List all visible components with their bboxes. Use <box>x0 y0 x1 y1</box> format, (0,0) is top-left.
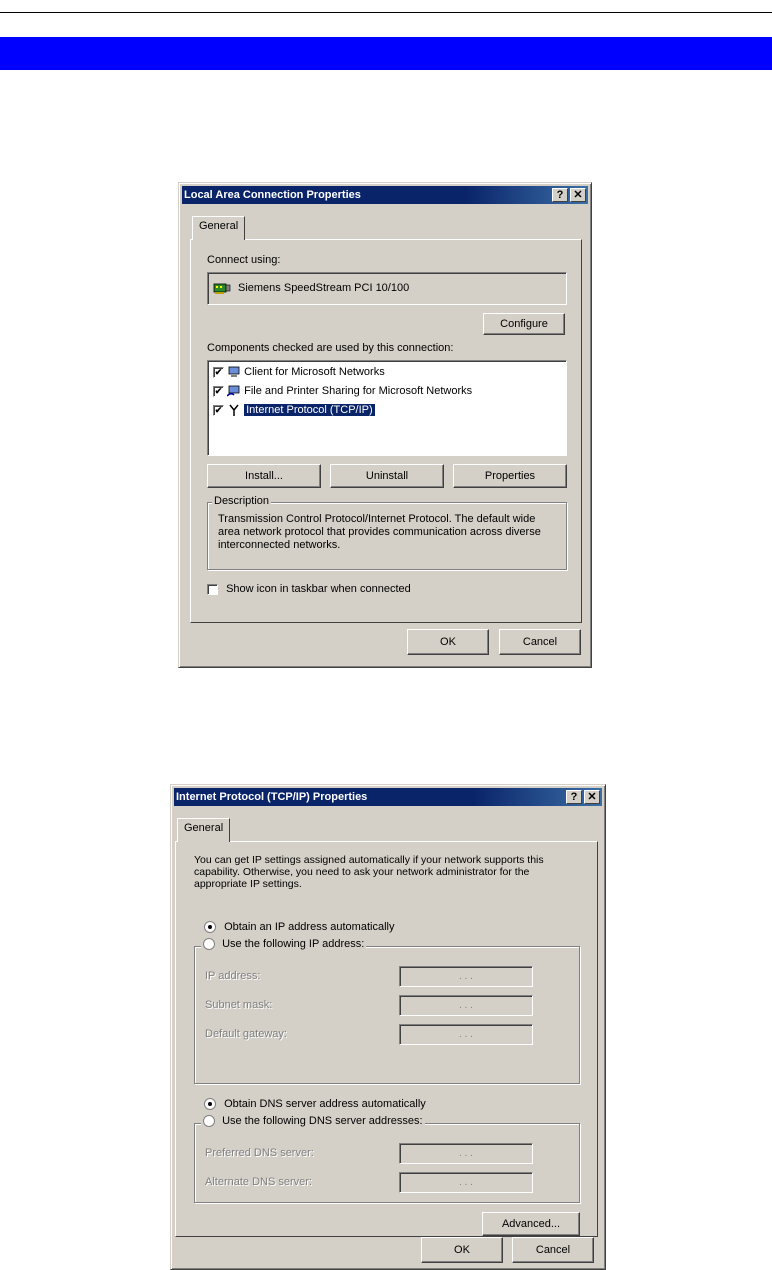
use-following-ip-radio[interactable] <box>203 938 215 950</box>
tcpip-properties-dialog <box>170 784 606 1270</box>
connect-using-label: Connect using: <box>207 254 281 266</box>
adapter-field <box>207 272 567 305</box>
static-ip-group <box>194 938 580 1084</box>
subnet-mask-field[interactable]: . . . <box>399 995 533 1016</box>
lan-dialog-titlebar <box>182 186 588 204</box>
show-icon-option[interactable] <box>207 583 411 595</box>
file-sharing-checkbox[interactable]: ✔ <box>214 385 223 396</box>
tcpip-general-panel <box>175 841 598 1237</box>
help-button[interactable]: ? <box>566 790 582 804</box>
file-printer-sharing-icon <box>227 385 241 397</box>
ip-address-field[interactable]: . . . <box>399 966 533 987</box>
uninstall-button[interactable]: Uninstall <box>330 464 444 488</box>
cancel-button[interactable]: Cancel <box>499 629 581 655</box>
tcpip-checkbox[interactable]: ✔ <box>214 404 223 415</box>
lan-general-panel <box>190 239 582 623</box>
page-top-rule <box>0 12 772 13</box>
obtain-ip-auto-radio[interactable] <box>204 921 216 933</box>
list-item[interactable] <box>213 385 472 399</box>
obtain-dns-auto-radio[interactable] <box>204 1098 216 1110</box>
alternate-dns-field[interactable]: . . . <box>399 1172 533 1193</box>
tab-general-label: General <box>199 220 239 232</box>
obtain-dns-auto-label: Obtain DNS server address automatically <box>224 1098 426 1110</box>
tab-general[interactable] <box>177 818 230 842</box>
obtain-ip-auto-option[interactable] <box>204 921 394 933</box>
configure-button[interactable]: Configure <box>483 313 565 335</box>
obtain-dns-auto-option[interactable] <box>204 1098 426 1110</box>
component-label: File and Printer Sharing for Microsoft Networks <box>244 385 473 397</box>
default-gateway-field[interactable]: . . . <box>399 1024 533 1045</box>
advanced-button[interactable]: Advanced... <box>482 1212 580 1236</box>
tcpip-dialog-title: Internet Protocol (TCP/IP) Properties <box>176 791 368 803</box>
show-icon-checkbox[interactable] <box>207 584 218 595</box>
network-adapter-icon <box>213 282 231 298</box>
tab-general[interactable] <box>192 216 245 240</box>
network-client-icon <box>227 366 241 378</box>
use-following-dns-option[interactable] <box>201 1115 425 1127</box>
ok-button[interactable]: OK <box>407 629 489 655</box>
intro-text: You can get IP settings assigned automatically if your network supports this capability. Otherwise, you need to ask your network administrator for the appropriate IP settings. <box>194 854 544 890</box>
static-dns-group <box>194 1115 580 1203</box>
list-item[interactable] <box>213 404 375 418</box>
component-label: Client for Microsoft Networks <box>244 366 385 378</box>
close-button[interactable]: ✕ <box>570 188 586 202</box>
description-legend: Description <box>214 495 270 507</box>
use-following-ip-option[interactable] <box>201 938 366 950</box>
help-button[interactable]: ? <box>552 188 568 202</box>
subnet-mask-label: Subnet mask: <box>205 999 273 1011</box>
adapter-name: Siemens SpeedStream PCI 10/100 <box>238 282 410 294</box>
section-header-bar <box>0 37 772 70</box>
list-item[interactable] <box>213 366 385 380</box>
lan-dialog-title: Local Area Connection Properties <box>184 189 361 201</box>
alternate-dns-label: Alternate DNS server: <box>205 1176 312 1188</box>
component-label-selected: Internet Protocol (TCP/IP) <box>246 404 373 416</box>
components-list[interactable] <box>207 360 567 456</box>
components-label: Components checked are used by this connection: <box>207 342 454 354</box>
tcpip-dialog-titlebar <box>174 788 602 806</box>
install-button[interactable]: Install... <box>207 464 321 488</box>
description-group <box>207 495 567 570</box>
cancel-button[interactable]: Cancel <box>512 1237 594 1263</box>
lan-properties-dialog <box>178 182 592 668</box>
client-checkbox[interactable]: ✔ <box>214 366 223 377</box>
description-text: Transmission Control Protocol/Internet Protocol. The default wide area network protocol that provides communication across diverse interconnected networks. <box>218 513 541 551</box>
obtain-ip-auto-label: Obtain an IP address automatically <box>224 921 395 933</box>
preferred-dns-label: Preferred DNS server: <box>205 1147 314 1159</box>
close-button[interactable]: ✕ <box>584 790 600 804</box>
ip-address-label: IP address: <box>205 970 261 982</box>
ok-button[interactable]: OK <box>421 1237 503 1263</box>
tab-general-label: General <box>184 822 224 834</box>
protocol-icon <box>227 404 241 416</box>
show-icon-label: Show icon in taskbar when connected <box>226 583 411 595</box>
use-following-ip-label: Use the following IP address: <box>222 938 365 950</box>
default-gateway-label: Default gateway: <box>205 1028 287 1040</box>
properties-button[interactable]: Properties <box>453 464 567 488</box>
use-following-dns-label: Use the following DNS server addresses: <box>222 1115 423 1127</box>
use-following-dns-radio[interactable] <box>203 1115 215 1127</box>
preferred-dns-field[interactable]: . . . <box>399 1143 533 1164</box>
